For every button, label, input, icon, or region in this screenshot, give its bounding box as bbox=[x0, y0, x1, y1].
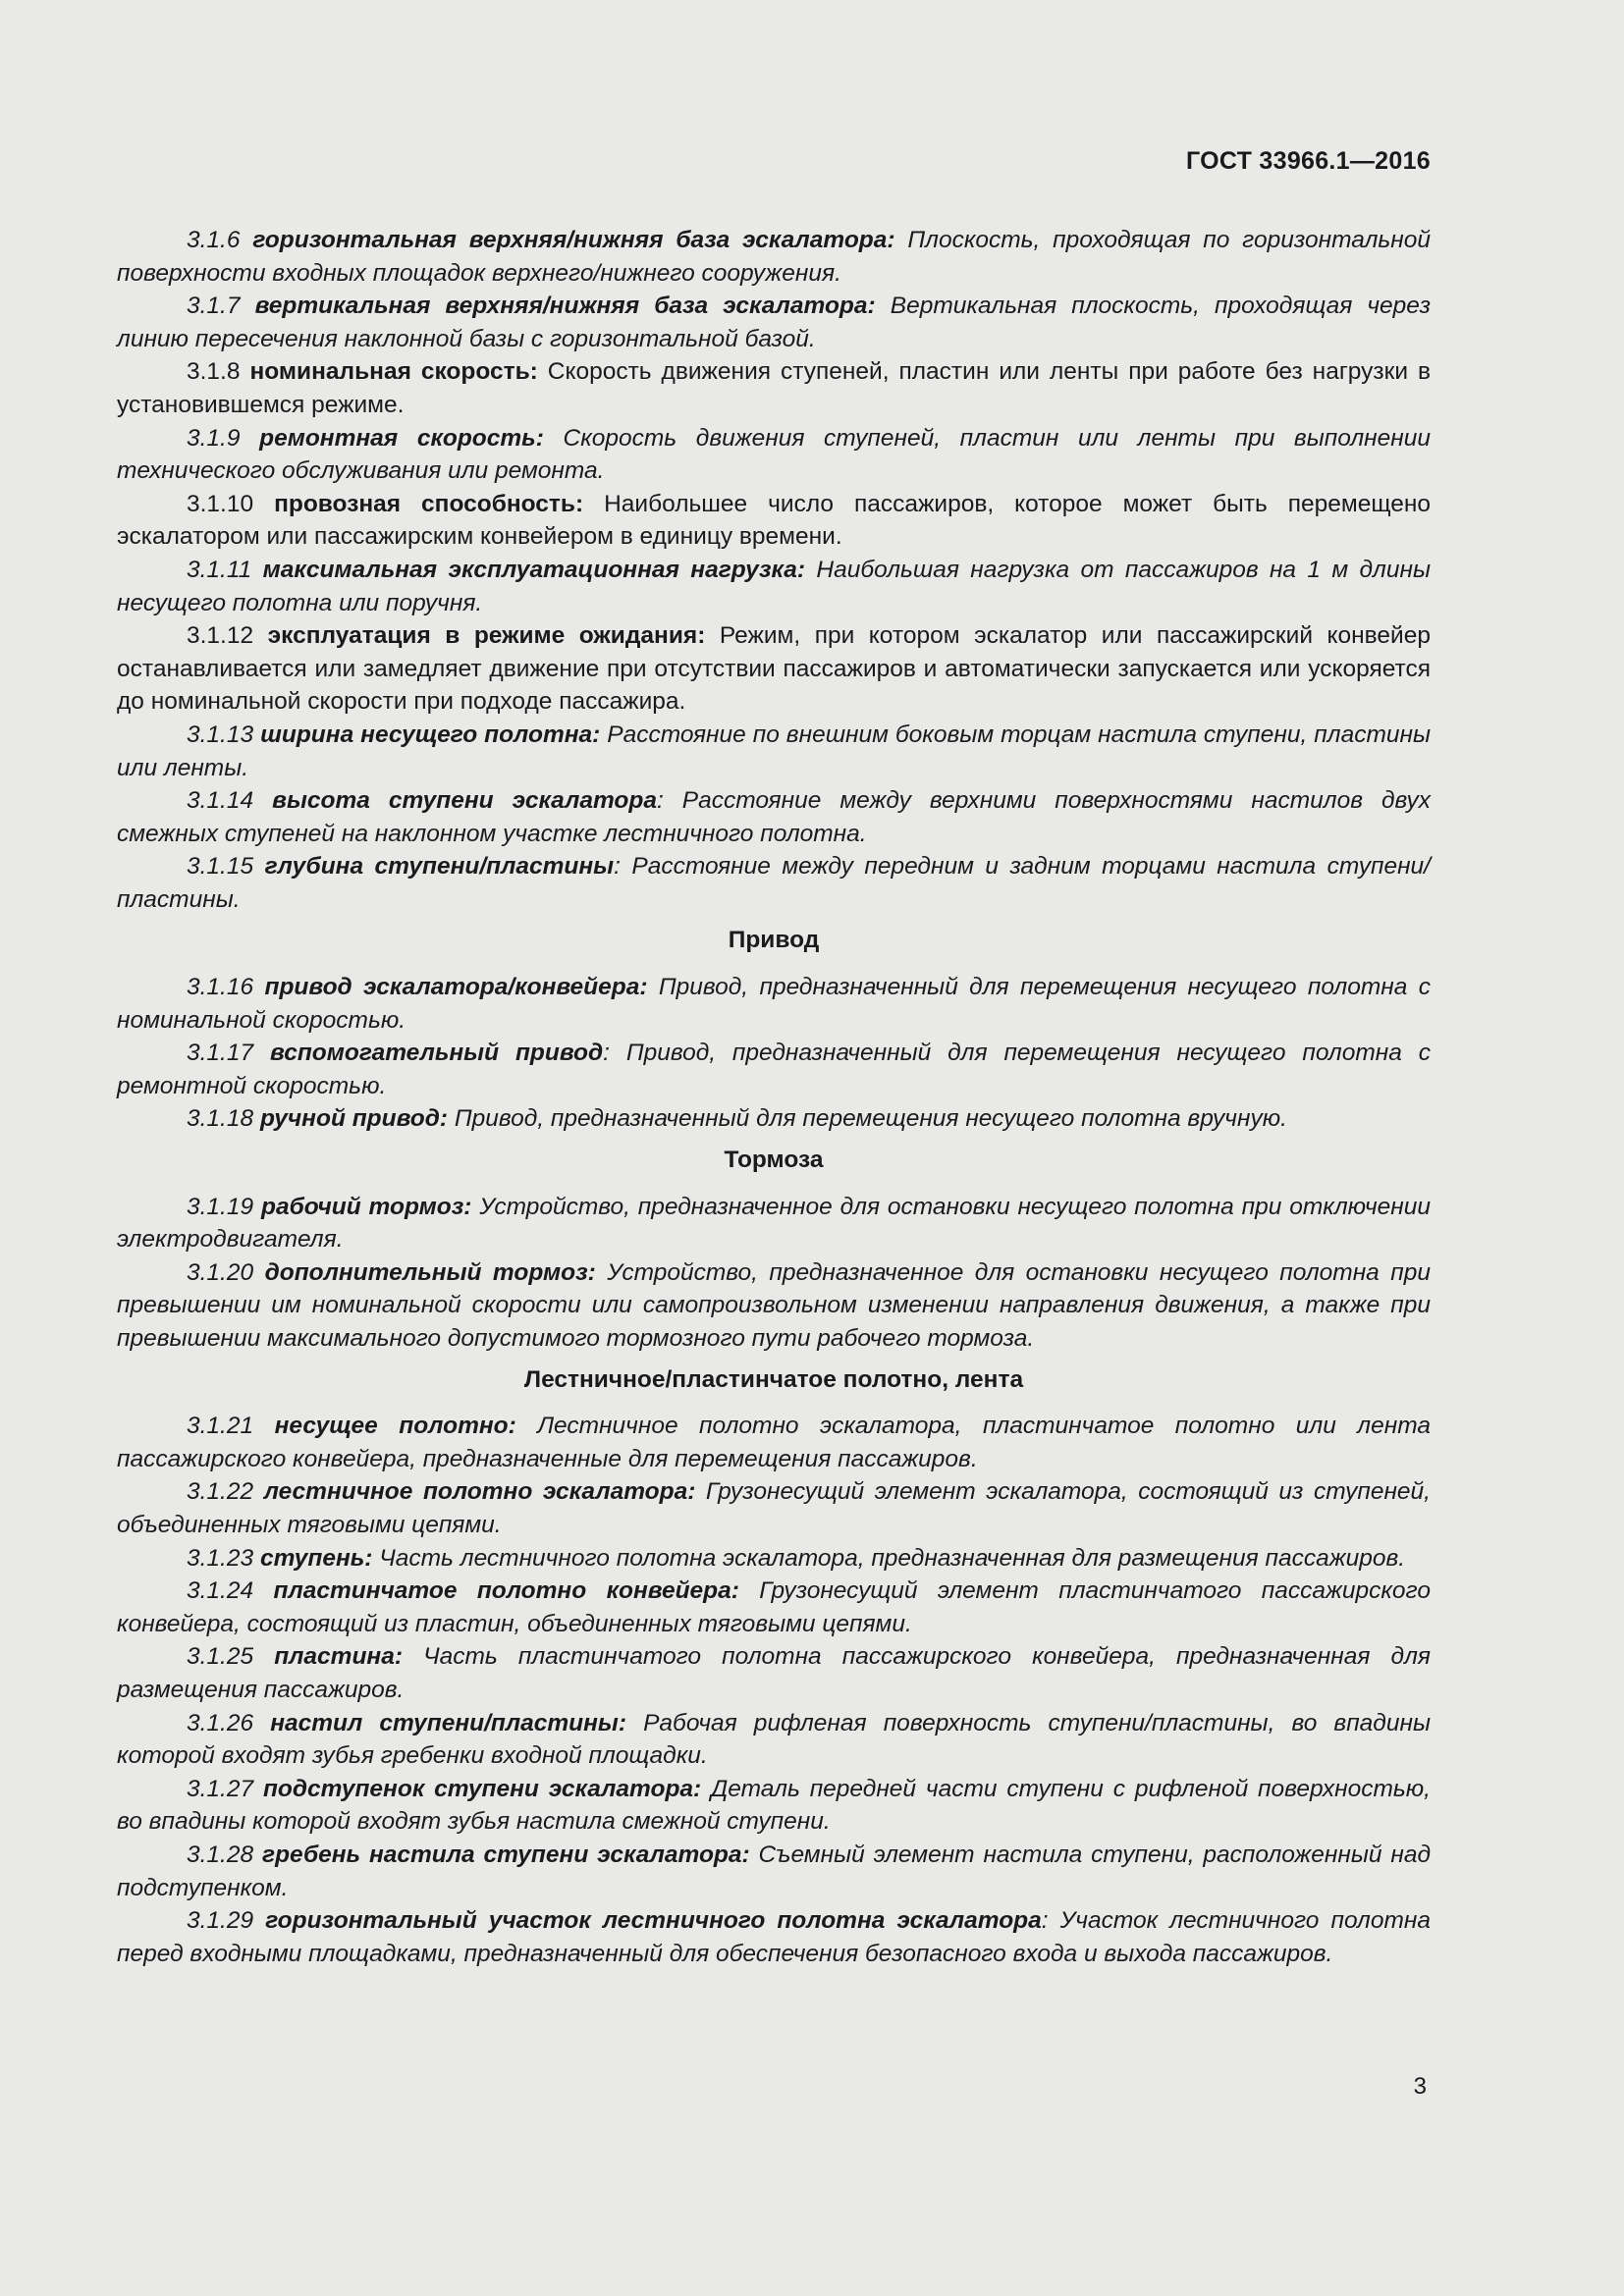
term-entry bbox=[117, 619, 1431, 719]
term-entry bbox=[117, 1256, 1431, 1356]
term-entry bbox=[117, 554, 1431, 619]
term-number: 3.1.25 bbox=[187, 1643, 254, 1671]
term-definition: Часть лестничного полотна эскалатора, предназначенная для размещения пассажиров. bbox=[372, 1544, 1406, 1572]
term-name: несущее полотно: bbox=[274, 1413, 516, 1440]
term-number: 3.1.22 bbox=[187, 1478, 254, 1506]
term-definition: Лестничное полотно эскалатора, пластинчатое полотно или лента пассажирского конвейера, предназначенные для перемещения пассажиров. bbox=[117, 1413, 1431, 1472]
term-entry bbox=[117, 1410, 1431, 1475]
term-entry bbox=[117, 1475, 1431, 1541]
term-number: 3.1.18 bbox=[187, 1105, 254, 1133]
term-number: 3.1.8 bbox=[187, 358, 241, 386]
term-definition: Вертикальная плоскость, проходящая через линию пересечения наклонной базы с горизонтальной базой. bbox=[117, 293, 1432, 352]
term-number: 3.1.17 bbox=[187, 1040, 254, 1067]
term-definition: Часть пластинчатого полотна пассажирского конвейера, предназначенная для размещения пассажиров. bbox=[117, 1643, 1431, 1703]
term-number: 3.1.12 bbox=[187, 622, 254, 650]
term-name: горизонтальная верхняя/нижняя база эскалатора: bbox=[252, 227, 895, 253]
term-name: ширина несущего полотна: bbox=[260, 721, 601, 748]
term-definition: Расстояние по внешним боковым торцам настила ступени, пластины или ленты. bbox=[117, 721, 1431, 781]
term-number: 3.1.7 bbox=[187, 293, 241, 320]
term-definition: Устройство, предназначенное для остановки несущего полотна при отключении электродвигателя. bbox=[117, 1193, 1431, 1254]
term-entry bbox=[117, 1575, 1431, 1640]
term-name: провозная способность: bbox=[274, 490, 584, 517]
term-name: подступенок ступени эскалатора: bbox=[262, 1775, 702, 1802]
term-entry bbox=[117, 1839, 1431, 1904]
term-definition: : Расстояние между передним и задним торцами настила ступени/пластины. bbox=[117, 853, 1431, 913]
term-name: пластинчатое полотно конвейера: bbox=[273, 1577, 739, 1605]
term-name: максимальная эксплуатационная нагрузка: bbox=[262, 556, 806, 583]
term-name: привод эскалатора/конвейера: bbox=[264, 974, 648, 1001]
term-definition: Скорость движения ступеней, пластин или ленты при работе без нагрузки в установившемся режиме. bbox=[117, 358, 1431, 418]
term-definition: Скорость движения ступеней, пластин или ленты при выполнении технического обслуживания или ремонта. bbox=[117, 424, 1431, 485]
term-number: 3.1.21 bbox=[187, 1413, 254, 1440]
term-name: ремонтная скорость: bbox=[259, 424, 544, 452]
term-entry bbox=[117, 1191, 1431, 1256]
term-entry bbox=[117, 850, 1431, 916]
term-number: 3.1.20 bbox=[187, 1258, 254, 1286]
term-entry bbox=[117, 355, 1431, 421]
term-name: лестничное полотно эскалатора: bbox=[263, 1478, 696, 1506]
page-number: 3 bbox=[1413, 2073, 1427, 2100]
term-number: 3.1.26 bbox=[187, 1709, 254, 1736]
term-name: пластина: bbox=[274, 1643, 404, 1671]
term-number: 3.1.11 bbox=[187, 556, 252, 583]
term-entry bbox=[117, 1904, 1431, 1970]
term-entry bbox=[117, 1640, 1431, 1706]
term-definition: : Привод, предназначенный для перемещения несущего полотна с ремонтной скоростью. bbox=[117, 1040, 1431, 1099]
term-number: 3.1.24 bbox=[187, 1577, 254, 1605]
section-heading: Тормоза bbox=[724, 1147, 824, 1174]
term-definition: : Расстояние между верхними поверхностями настилов двух смежных ступеней на наклонном участке лестничного полотна. bbox=[117, 787, 1431, 847]
term-name: ступень: bbox=[259, 1544, 373, 1572]
term-definition: Рабочая рифленая поверхность ступени/пластины, во впадины которой входят зубья гребенки входной площадки. bbox=[117, 1709, 1431, 1770]
term-definition: Грузонесущий элемент пластинчатого пассажирского конвейера, состоящий из пластин, объединенных тяговыми цепями. bbox=[117, 1577, 1431, 1637]
term-number: 3.1.28 bbox=[187, 1841, 254, 1868]
term-entry bbox=[117, 224, 1431, 290]
term-number: 3.1.10 bbox=[187, 490, 254, 517]
term-name: вспомогательный привод bbox=[270, 1040, 604, 1067]
term-name: глубина ступени/пластины bbox=[264, 853, 615, 881]
term-name: дополнительный тормоз: bbox=[264, 1258, 596, 1286]
term-definition: Привод, предназначенный для перемещения несущего полотна вручную. bbox=[448, 1105, 1287, 1133]
term-number: 3.1.27 bbox=[187, 1775, 254, 1802]
term-definition: Плоскость, проходящая по горизонтальной поверхности входных площадок верхнего/нижнего сооружения. bbox=[117, 227, 1432, 287]
terms-body bbox=[117, 224, 1431, 1970]
term-number: 3.1.9 bbox=[187, 424, 241, 452]
section-heading: Лестничное/пластинчатое полотно, лента bbox=[523, 1365, 1024, 1393]
term-entry bbox=[117, 290, 1431, 355]
term-entry bbox=[117, 784, 1431, 850]
term-number: 3.1.19 bbox=[187, 1193, 254, 1220]
term-definition: Грузонесущий элемент эскалатора, состоящий из ступеней, объединенных тяговыми цепями. bbox=[117, 1478, 1431, 1538]
term-name: номинальная скорость: bbox=[249, 358, 538, 386]
standard-number: ГОСТ 33966.1—2016 bbox=[1185, 147, 1431, 175]
term-number: 3.1.6 bbox=[187, 227, 241, 253]
term-definition: Деталь передней части ступени с рифленой поверхностью, во впадины которой входят зубья настила смежной ступени. bbox=[117, 1775, 1431, 1836]
term-name: ручной привод: bbox=[259, 1105, 449, 1133]
term-definition: Режим, при котором эскалатор или пассажирский конвейер останавливается или замедляет движение при отсутствии пассажиров и автоматически запускается или ускоряется до номинальной скорости при подходе пассажира. bbox=[117, 622, 1431, 716]
term-definition: Наибольшее число пассажиров, которое может быть перемещено эскалатором или пассажирским конвейером в единицу времени. bbox=[117, 490, 1432, 551]
term-number: 3.1.13 bbox=[187, 721, 254, 748]
term-name: рабочий тормоз: bbox=[260, 1193, 472, 1220]
term-name: настил ступени/пластины: bbox=[270, 1709, 626, 1736]
term-definition: : Участок лестничного полотна перед входными площадками, предназначенный для обеспечения безопасного входа и выхода пассажиров. bbox=[117, 1907, 1431, 1967]
term-number: 3.1.15 bbox=[187, 853, 254, 881]
term-entry bbox=[117, 1542, 1431, 1575]
term-entry bbox=[117, 1102, 1431, 1136]
term-number: 3.1.29 bbox=[187, 1907, 254, 1935]
term-entry bbox=[117, 488, 1431, 554]
term-entry bbox=[117, 1707, 1431, 1773]
term-entry bbox=[117, 1773, 1431, 1839]
term-definition: Наибольшая нагрузка от пассажиров на 1 м длины несущего полотна или поручня. bbox=[117, 556, 1431, 616]
term-entry bbox=[117, 422, 1431, 488]
term-name: вертикальная верхняя/нижняя база эскалатора: bbox=[254, 293, 876, 320]
term-number: 3.1.16 bbox=[187, 974, 254, 1001]
term-name: высота ступени эскалатора bbox=[272, 787, 657, 815]
term-entry bbox=[117, 971, 1431, 1037]
term-definition: Привод, предназначенный для перемещения несущего полотна с номинальной скоростью. bbox=[117, 974, 1431, 1034]
term-number: 3.1.23 bbox=[187, 1544, 254, 1572]
term-name: гребень настила ступени эскалатора: bbox=[262, 1841, 750, 1868]
section-heading: Привод bbox=[728, 927, 820, 954]
term-number: 3.1.14 bbox=[187, 787, 254, 815]
term-definition: Устройство, предназначенное для остановки несущего полотна при превышении им номинальной скорости или самопроизвольном изменении направления движения, а также при превышении максимального допустимого тормозного пути рабочего тормоза. bbox=[117, 1258, 1431, 1352]
term-definition: Съемный элемент настила ступени, расположенный над подступенком. bbox=[117, 1841, 1432, 1901]
term-entry bbox=[117, 719, 1431, 784]
term-name: горизонтальный участок лестничного полотна эскалатора bbox=[265, 1907, 1042, 1935]
term-name: эксплуатация в режиме ожидания: bbox=[267, 622, 706, 650]
term-entry bbox=[117, 1037, 1431, 1102]
